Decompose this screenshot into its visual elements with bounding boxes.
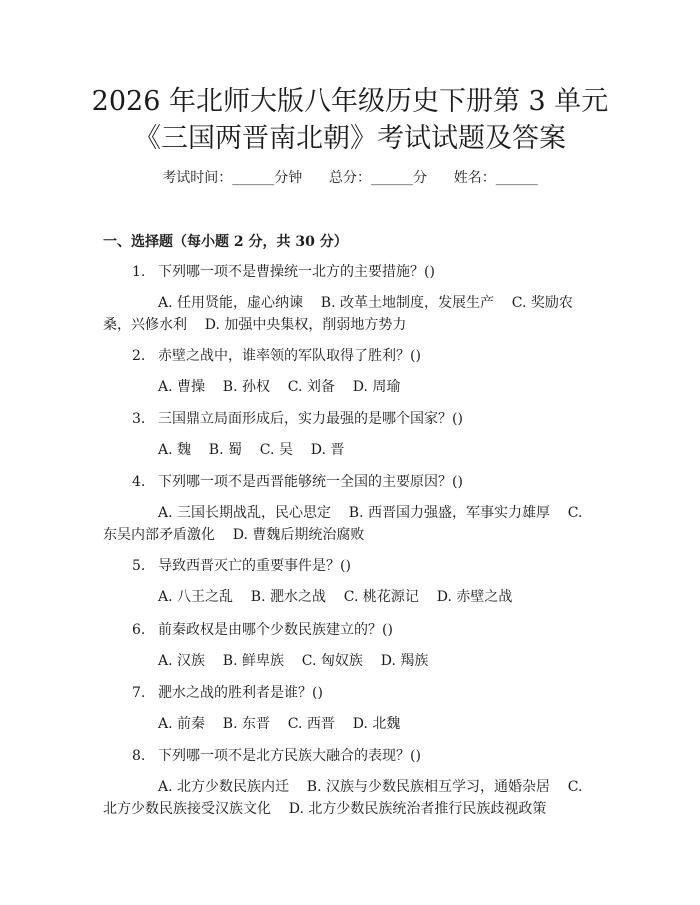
question-options: A. 八王之乱 B. 淝水之战 C. 桃花源记 D. 赤壁之战 (158, 589, 513, 605)
question-stem: 前秦政权是由哪个少数民族建立的？() (158, 622, 393, 638)
question-stem: 赤壁之战中，谁率领的军队取得了胜利？() (158, 348, 421, 364)
question-number: 8. (132, 748, 146, 764)
question-options: A. 曹操 B. 孙权 C. 刘备 D. 周瑜 (158, 379, 401, 395)
question-options: A. 三国长期战乱，民心思定 B. 西晋国力强盛，军事实力雄厚 C. 东吴内部矛盾激化 D. 曹魏后期统治腐败 (103, 505, 587, 543)
section-heading: 一、选择题（每小题 2 分，共 30 分） (103, 234, 348, 250)
exam-info-line: 考试时间：______分钟 总分：______分 姓名：______ (162, 170, 538, 186)
question-options: A. 任用贤能，虚心纳谏 B. 改革土地制度，发展生产 C. 奖励农桑，兴修水利 D. 加强中央集权，削弱地方势力 (103, 295, 573, 333)
question-number: 2. (132, 348, 146, 364)
question-number: 4. (132, 474, 146, 490)
question-number: 7. (132, 685, 146, 701)
title-line-2: 《三国两晋南北朝》考试试题及答案 (134, 123, 566, 154)
question-options: A. 北方少数民族内迁 B. 汉族与少数民族相互学习，通婚杂居 C. 北方少数民族接受汉族文化 D. 北方少数民族统治者推行民族歧视政策 (103, 779, 587, 817)
question-options: A. 汉族 B. 鲜卑族 C. 匈奴族 D. 羯族 (158, 653, 429, 669)
question-options: A. 前秦 B. 东晋 C. 西晋 D. 北魏 (158, 716, 401, 732)
title-line-1: 2026 年北师大版八年级历史下册第 3 单元 (91, 86, 609, 117)
question-number: 1. (132, 264, 146, 280)
question-stem: 导致西晋灭亡的重要事件是？() (158, 558, 351, 574)
question-options: A. 魏 B. 蜀 C. 吴 D. 晋 (158, 442, 345, 458)
question-number: 5. (132, 558, 146, 574)
question-stem: 下列哪一项不是北方民族大融合的表现？() (158, 748, 421, 764)
question-number: 6. (132, 622, 146, 638)
question-stem: 三国鼎立局面形成后，实力最强的是哪个国家？() (158, 411, 463, 427)
question-stem: 下列哪一项不是西晋能够统一全国的主要原因？() (158, 474, 463, 490)
question-stem: 淝水之战的胜利者是谁？() (158, 685, 323, 701)
question-number: 3. (132, 411, 146, 427)
question-stem: 下列哪一项不是曹操统一北方的主要措施？() (158, 264, 435, 280)
